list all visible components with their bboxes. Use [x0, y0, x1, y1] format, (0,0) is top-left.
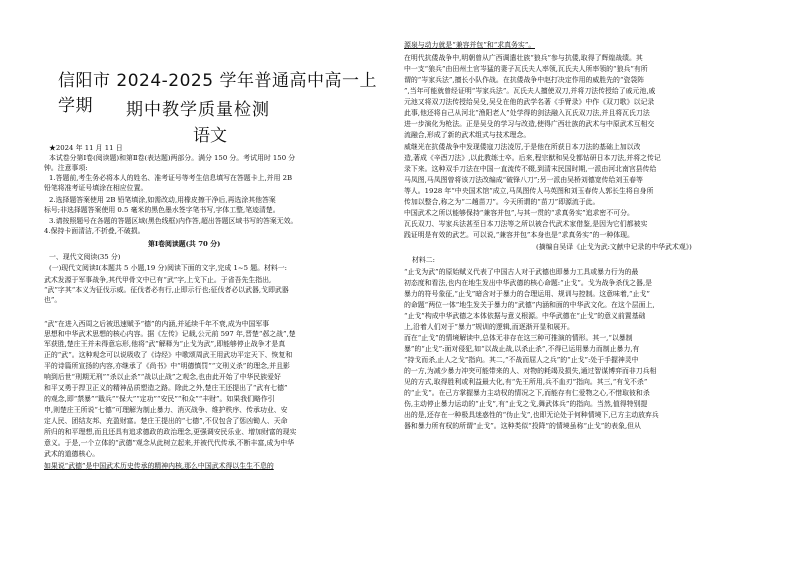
body-line: “止戈为武”的原始赋义代表了中国古人对于武德也即暴力工具或暴力行为的最 [404, 268, 639, 276]
body-line-underlined: 源泉与动力就是“兼容并包”和“求真务实”。 [404, 41, 536, 49]
notes-line: 1.答题前,考生务必将本人的姓名、准考证号等考生信息填写在答题卡上,并用 2B [49, 174, 293, 182]
body-line: 的“止戈”。在己方掌握暴力主动权的情况之下,而能存有仁爱物之心,不惜取彼和杀 [404, 389, 650, 397]
body-line: 的命题“两位一体”地生发关于暴力的“武德”内涵和面的中华武文化。在这个层面上, [404, 301, 655, 309]
exam-subject: 语文 [193, 126, 227, 146]
notes-line: 3.请按照题号在各题的答题区域(黑色线框)内作答,超出答题区域书写的答案无效。 [49, 217, 298, 225]
body-line: “持戈而杀,止人之戈”指向。其二,“不战而屈人之兵”的“止戈”:处于手握神灵中 [404, 356, 639, 364]
body-line: 暴力的符号象征,“止戈”暗含对于暴力的合理运用、规训与控制。这意味着,“止戈” [404, 290, 650, 298]
body-line: 器和暴力所有权的所谓“止戈”。这种类似“投降”的情境虽称“止戈”的表象,但从 [404, 422, 641, 430]
body-line: 元池又将双刀法传授给吴殳,吴殳在他的武学名著《手臂录》中作《双刀歌》以记录 [404, 98, 655, 106]
body-line: 传加以整合,称之为“二趟苗刀”。今天所谓的“苗刀”即源流于此。 [404, 198, 600, 206]
body-line: 响到后世“刑期无刑”“杀以止杀”“战以止战”之观念,也由此开始了中华民族爱好 [44, 373, 281, 381]
notes-line: 标号;非选择题答案使用 0.5 毫米的黑色墨水签字笔书写,字体工整,笔迹清楚。 [44, 206, 280, 214]
body-line: 军获胜,楚庄王并未得意忘形,他将“武”解释为“止戈为武”,即能够停止战争才是真 [44, 340, 286, 348]
body-line: 瓦氏双刀、岑家兵法甚至日本刀法等之所以被合代武术家借鉴,是因为它们都被实 [404, 220, 648, 228]
notes-line: 铅笔将准考证号填涂在相应位置。 [44, 184, 148, 192]
body-line: 见的方式,取得胜利或利益最大化,有“先王所用,兵不血刃”指向。其三,“有戈不杀” [404, 378, 648, 386]
body-line: 定人民、团结友邦、充盈财富。楚庄王提出的“七德”,不仅包含了惩凶锄人、天命 [44, 417, 288, 425]
notes-line: 2.选择题答案使用 2B 铅笔填涂,如需改动,用橡皮擦干净后,再选涂其他答案 [49, 196, 276, 204]
body-line: 所归的和平理想,而且还具有追求德政的政治理念,更强调安民乐业、增加财富的现实 [44, 428, 297, 436]
section-title: 第Ⅰ卷阅读题(共 70 分) [148, 240, 221, 248]
body-line: 录下来。这种双手刀法在中国一直流传不辍,到清末民国时期,一派由河北南宫县传给 [404, 165, 657, 173]
body-line: 马凤图,马凤图曾将该刀法改编成“破锋八刀”;另一派由吴桥刘德宽传给刘玉春等 [404, 176, 643, 184]
body-line: 践证明是有效的武艺。可以说,“兼容并包”本身也是“求真务实”的一种体现。 [404, 231, 634, 239]
part-subheading: (一)现代文阅读Ⅰ(本题共 5 小题,19 分)阅读下面的文字,完成 1~5 题。材料一: [49, 264, 287, 272]
body-line: “武”字其“本义为征伐示威。征伐者必有行,止即示行也;征伐者必以武器,戈即武器 [44, 286, 289, 294]
body-line: 等人。1928 年“中央国术馆”成立,马凤图传人马英图和刘玉春传人郭长生将自身所 [404, 187, 654, 195]
body-line: 流融合,形成了新的武术组式与技术理念。 [404, 131, 531, 139]
exam-subtitle: 期中教学质量检测 [126, 100, 270, 120]
body-line: 进一步演化为枪法。正是吴殳的学习与改造,使得广西壮族的武术与中原武术互相交 [404, 120, 655, 128]
part-heading: 一、现代文阅读(35 分) [49, 253, 121, 261]
body-line: 出的是,还存在一种极具迷惑性的“伪止戈”,也即无论处于何种情境下,已方主动放弃兵 [404, 411, 659, 419]
body-line: 造,著成《辛酉刀法》,以此教练士卒。后来,程宗猷和吴殳都钻研日本刀法,并将之传记 [404, 154, 661, 162]
body-line: 中国武术之所以能够保持“兼容并包”,与其一贯的“求真务实”追求密不可分。 [404, 209, 634, 217]
notes-line: 4.保持卡面清洁,不折叠,不破损。 [44, 227, 145, 235]
body-line: 申,则楚庄王所说“七德”可理解为制止暴力、消灭战争、维护秩序、传承功业、安 [44, 406, 288, 414]
body-line: 中一支“狼兵”由田州土官岑猛的妻子瓦氏夫人率领,瓦氏夫人所率领的“狼兵”有所 [404, 65, 648, 73]
exam-date: ★2024 年 11 月 11 日 [49, 144, 123, 152]
body-line: 谓的“岑家兵法”,擅长小队作战。在抗倭战争中赵打决定作用的威胜先的“瓷袋阵 [404, 76, 645, 84]
body-line: 的一方,为减少暴力冲突可能带来的人、对物的耗竭及损失,通过智谋博弈而非刀兵相 [404, 367, 657, 375]
body-line: 伤,主动停止暴力运动的“止戈”,有“止戈之戈,舞武体兵”的指向。当然,值得特别提 [404, 400, 648, 408]
body-line: 在明代抗倭战争中,明朝曾从广西调遣壮族“狼兵”参与抗倭,取得了辉煌战绩。其 [404, 54, 643, 62]
body-line: 正的“武”。这种观念可以说吸收了《诗经》中歌颂周武王用武功平定天下、恢复和 [44, 351, 293, 359]
body-line: “武”在进入西周之后被迅速赋予“德”的内涵,并延续千年不衰,成为中国军事 [44, 320, 270, 328]
body-line-underlined: 如果说“武德”是中国武术历史传承的精神内核,那么中国武术得以生生不息的 [44, 462, 274, 470]
source-citation: (摘编自吴译《止戈为武:文献中记录的中华武术观》) [536, 243, 692, 251]
notes-line: 钟。注意事项: [44, 164, 88, 172]
body-line: 思想和中华武术思想的核心内容。据《左传》记载,公元前 597 年,晋楚“邲之战”,楚 [44, 330, 296, 338]
material-heading: 材料二: [412, 256, 435, 264]
body-line: 上,沿着人们对于“暴力”规训的逻辑,而逐渐开显和展开。 [404, 323, 574, 331]
body-line: 武术的道德核心。 [44, 450, 100, 458]
body-line: 武术发源于军事战争,其代甲骨文中已有“武”字,上戈下止。于省吾先生指出, [44, 276, 272, 284]
body-line: 平的诗篇所宣扬的内容,亦继承了《尚书》中“明德慎罚”“文刑义杀”的理念,并且影 [44, 362, 290, 370]
exam-title: 信阳市 2024-2025 学年普通高中高一上学期 [58, 71, 377, 116]
body-line: 的观念,即“禁暴”“戢兵”“保大”“定功”“安民”“和众”“丰财”。如果我们略作引 [44, 395, 275, 403]
body-line: 初态度和看法,也内在地生发出中华武德的核心命题:“止戈”。戈为战争杀伐之器,是 [404, 279, 653, 287]
body-line: 意义。于是,一个立体的“武德”观念从此树立起来,并被代代传承,不断丰富,成为中华 [44, 439, 295, 447]
body-line: 暴”的“止戈”:面对侵犯,如“以战止战,以杀止杀”,不得已运用暴力而制止暴力,有 [404, 345, 640, 353]
body-line: “止戈”构成中华武德之本体依据与意义根源。中华武德在“止戈”的意义前置基础 [404, 312, 646, 320]
body-line: ”,当年可能就曾经证明“岑家兵法”。瓦氏夫人擅使双刀,并将刀法传授给了戚元池,戚 [404, 87, 656, 95]
body-line: 也”。 [44, 296, 62, 304]
body-line: 此事,他还将自己从河北“渔阳老人”处学得的剑法融入瓦氏双刀法,并且将瓦氏刀法 [404, 109, 650, 117]
notes-line: 本试卷分第Ⅰ卷(阅读题)和第Ⅱ卷(表达题)两部分。满分 150 分。考试用时 150 分 [49, 154, 296, 162]
body-line: 和平又勇于捍卫正义的精神品质塑造之路。除此之外,楚庄王还提出了“武有七德” [44, 384, 288, 392]
body-line: 威继光在抗倭战争中发现倭寇刀法凌厉,于是他在所获日本刀法的基础上加以改 [404, 143, 641, 151]
body-line: 而在“止戈”的情境解读中,总体无非存在这三种可推演的情形。其一,“以暴制 [404, 334, 633, 342]
